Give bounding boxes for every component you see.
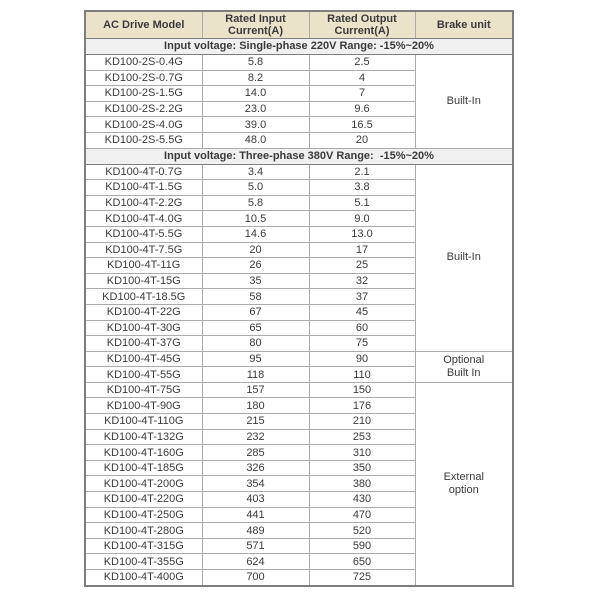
output-current-cell: 3.8 — [309, 180, 415, 196]
output-current-cell: 5.1 — [309, 195, 415, 211]
output-current-cell: 25 — [309, 258, 415, 274]
input-current-cell: 157 — [202, 382, 309, 398]
output-current-cell: 470 — [309, 507, 415, 523]
output-current-cell: 725 — [309, 570, 415, 586]
output-current-cell: 17 — [309, 242, 415, 258]
table-row — [85, 55, 513, 71]
output-current-cell: 2.5 — [309, 55, 415, 71]
input-current-cell: 3.4 — [202, 164, 309, 180]
output-current-cell: 310 — [309, 445, 415, 461]
model-cell: KD100-4T-37G — [85, 336, 202, 352]
input-current-cell: 180 — [202, 398, 309, 414]
brake-unit-cell — [415, 55, 513, 149]
output-current-cell: 2.1 — [309, 164, 415, 180]
model-cell: KD100-4T-132G — [85, 429, 202, 445]
input-current-cell: 326 — [202, 460, 309, 476]
brake-unit-label: Built-In — [446, 251, 481, 264]
input-current-cell: 8.2 — [202, 70, 309, 86]
input-current-cell: 5.8 — [202, 55, 309, 71]
input-current-cell: 35 — [202, 273, 309, 289]
model-cell: KD100-4T-280G — [85, 523, 202, 539]
input-current-cell: 26 — [202, 258, 309, 274]
output-current-cell: 60 — [309, 320, 415, 336]
model-cell: KD100-2S-1.5G — [85, 86, 202, 102]
model-cell: KD100-2S-0.4G — [85, 55, 202, 71]
model-cell: KD100-4T-18.5G — [85, 289, 202, 305]
section-header-row — [85, 39, 513, 55]
brake-unit-label: Optional — [443, 353, 485, 366]
model-cell: KD100-2S-4.0G — [85, 117, 202, 133]
output-current-cell: 380 — [309, 476, 415, 492]
input-current-cell: 39.0 — [202, 117, 309, 133]
column-header-output-current: Rated Output Current(A) — [309, 11, 415, 39]
output-current-cell: 90 — [309, 351, 415, 367]
brake-unit-cell — [415, 164, 513, 351]
input-current-cell: 14.6 — [202, 226, 309, 242]
model-cell: KD100-2S-0.7G — [85, 70, 202, 86]
output-current-cell: 9.6 — [309, 101, 415, 117]
input-current-cell: 23.0 — [202, 101, 309, 117]
output-current-cell: 16.5 — [309, 117, 415, 133]
table-row — [85, 164, 513, 180]
model-cell: KD100-4T-15G — [85, 273, 202, 289]
model-cell: KD100-4T-400G — [85, 570, 202, 586]
output-current-cell: 650 — [309, 554, 415, 570]
table-row — [85, 351, 513, 367]
brake-unit-label: option — [448, 483, 479, 496]
output-current-cell: 253 — [309, 429, 415, 445]
output-current-cell: 430 — [309, 492, 415, 508]
table-row — [85, 382, 513, 398]
input-current-cell: 354 — [202, 476, 309, 492]
model-cell: KD100-4T-30G — [85, 320, 202, 336]
input-current-cell: 67 — [202, 304, 309, 320]
brake-unit-label: Built In — [446, 366, 481, 379]
input-current-cell: 5.8 — [202, 195, 309, 211]
output-current-cell: 45 — [309, 304, 415, 320]
output-current-cell: 520 — [309, 523, 415, 539]
section-header-row — [85, 148, 513, 164]
model-cell: KD100-4T-2.2G — [85, 195, 202, 211]
input-current-cell: 20 — [202, 242, 309, 258]
output-current-cell: 75 — [309, 336, 415, 352]
input-current-cell: 80 — [202, 336, 309, 352]
output-current-cell: 110 — [309, 367, 415, 383]
output-current-cell: 13.0 — [309, 226, 415, 242]
brake-unit-label: Built-In — [446, 94, 481, 107]
model-cell: KD100-4T-185G — [85, 460, 202, 476]
output-current-cell: 350 — [309, 460, 415, 476]
model-cell: KD100-4T-110G — [85, 414, 202, 430]
input-current-cell: 118 — [202, 367, 309, 383]
model-cell: KD100-4T-220G — [85, 492, 202, 508]
input-current-cell: 10.5 — [202, 211, 309, 227]
input-current-cell: 624 — [202, 554, 309, 570]
model-cell: KD100-4T-75G — [85, 382, 202, 398]
table-header — [85, 11, 513, 39]
section-header-cell: Input voltage: Single-phase 220V Range: -15%~20% — [85, 39, 513, 55]
ac-drive-spec-table — [84, 10, 514, 587]
brake-unit-cell — [415, 351, 513, 382]
output-current-cell: 150 — [309, 382, 415, 398]
model-cell: KD100-4T-200G — [85, 476, 202, 492]
column-header-input-current: Rated Input Current(A) — [202, 11, 309, 39]
model-cell: KD100-4T-315G — [85, 538, 202, 554]
output-current-cell: 210 — [309, 414, 415, 430]
input-current-cell: 65 — [202, 320, 309, 336]
section-header-cell: Input voltage: Three-phase 380V Range: -15%~20% — [85, 148, 513, 164]
output-current-cell: 4 — [309, 70, 415, 86]
output-current-cell: 32 — [309, 273, 415, 289]
column-header-brake-unit: Brake unit — [415, 11, 513, 39]
output-current-cell: 20 — [309, 132, 415, 148]
header-row — [85, 11, 513, 39]
output-current-cell: 176 — [309, 398, 415, 414]
model-cell: KD100-4T-22G — [85, 304, 202, 320]
input-current-cell: 5.0 — [202, 180, 309, 196]
model-cell: KD100-2S-2.2G — [85, 101, 202, 117]
model-cell: KD100-4T-55G — [85, 367, 202, 383]
input-current-cell: 403 — [202, 492, 309, 508]
input-current-cell: 215 — [202, 414, 309, 430]
model-cell: KD100-4T-7.5G — [85, 242, 202, 258]
input-current-cell: 700 — [202, 570, 309, 586]
model-cell: KD100-4T-5.5G — [85, 226, 202, 242]
model-cell: KD100-4T-90G — [85, 398, 202, 414]
table-body — [85, 39, 513, 586]
model-cell: KD100-4T-4.0G — [85, 211, 202, 227]
input-current-cell: 48.0 — [202, 132, 309, 148]
model-cell: KD100-4T-45G — [85, 351, 202, 367]
input-current-cell: 95 — [202, 351, 309, 367]
input-current-cell: 571 — [202, 538, 309, 554]
input-current-cell: 232 — [202, 429, 309, 445]
brake-unit-label: External — [443, 470, 484, 483]
model-cell: KD100-4T-160G — [85, 445, 202, 461]
model-cell: KD100-4T-0.7G — [85, 164, 202, 180]
input-current-cell: 489 — [202, 523, 309, 539]
output-current-cell: 37 — [309, 289, 415, 305]
output-current-cell: 9.0 — [309, 211, 415, 227]
input-current-cell: 441 — [202, 507, 309, 523]
output-current-cell: 590 — [309, 538, 415, 554]
input-current-cell: 58 — [202, 289, 309, 305]
brake-unit-cell — [415, 382, 513, 585]
model-cell: KD100-4T-11G — [85, 258, 202, 274]
model-cell: KD100-4T-355G — [85, 554, 202, 570]
input-current-cell: 14.0 — [202, 86, 309, 102]
model-cell: KD100-2S-5.5G — [85, 132, 202, 148]
column-header-model: AC Drive Model — [85, 11, 202, 39]
model-cell: KD100-4T-250G — [85, 507, 202, 523]
model-cell: KD100-4T-1.5G — [85, 180, 202, 196]
input-current-cell: 285 — [202, 445, 309, 461]
output-current-cell: 7 — [309, 86, 415, 102]
